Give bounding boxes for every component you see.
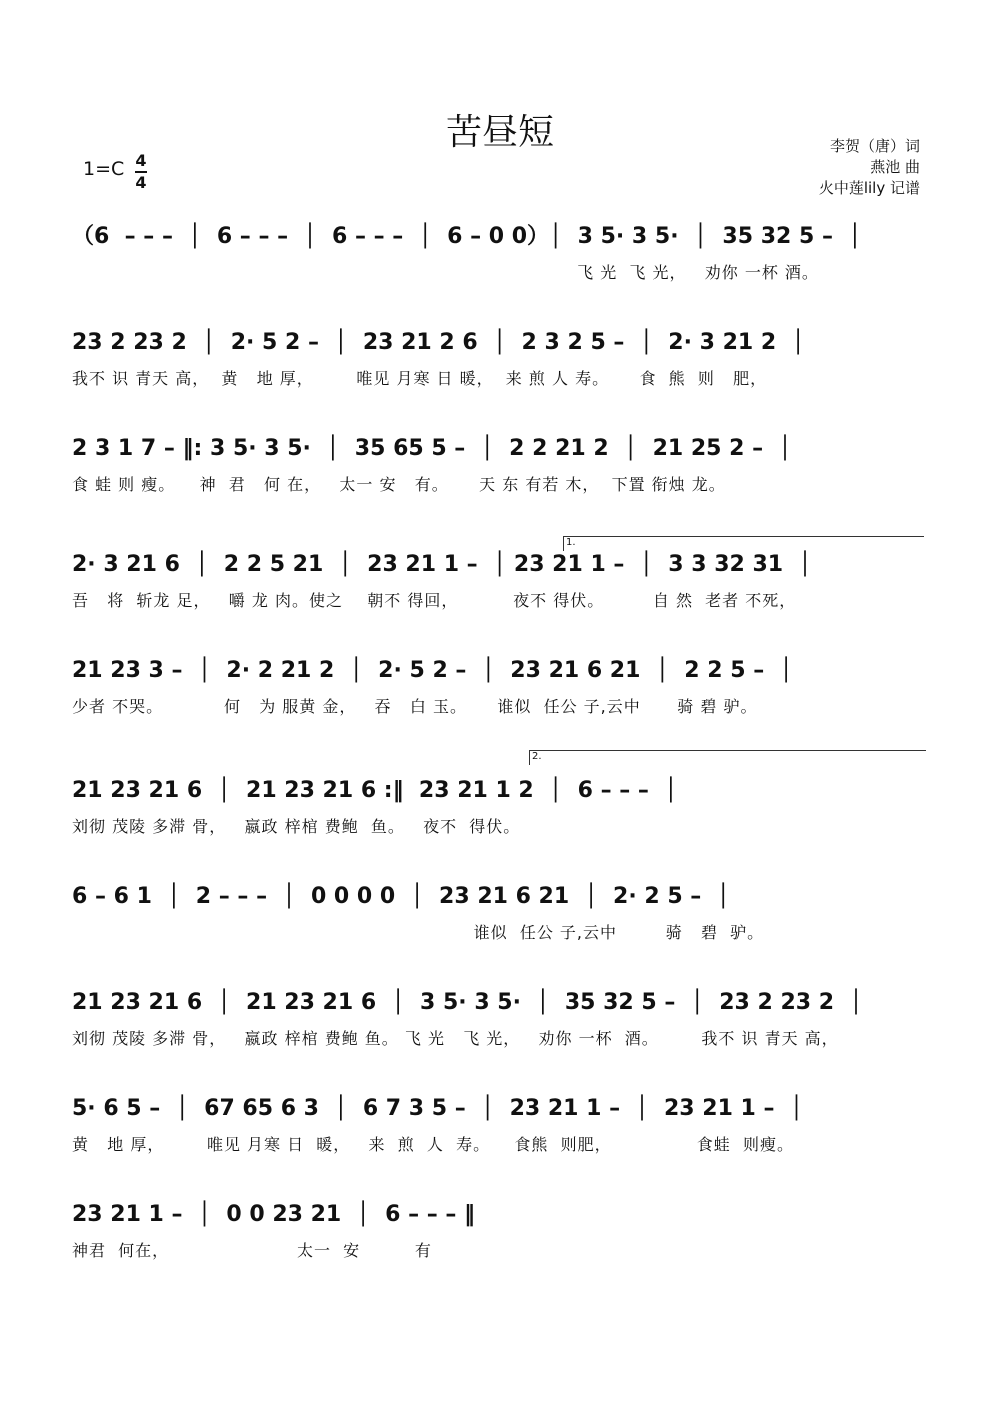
song-title: 苦昼短 <box>445 112 554 153</box>
notation-row: 5· 6 5 – │ 67 65 6 3 │ 6 7 3 5 – │ 23 21 1 – │ 23 21 1 – │ <box>72 1096 804 1121</box>
key-signature: 1=C <box>83 158 125 180</box>
notation-row: 2· 3 21 6 │ 2 2 5 21 │ 23 21 1 – │ 23 21 1 – │ 3 3 32 31 │ <box>72 552 812 577</box>
lyric-row: 黄 地 厚， 唯见 月寒 日 暖， 来 煎 人 寿。 食熊 则肥， 食蛙 则瘦。 <box>72 1135 794 1154</box>
notation-row: 23 21 1 – │ 0 0 23 21 │ 6 – – – ‖ <box>72 1202 476 1227</box>
notation-row: 21 23 21 6 │ 21 23 21 6 :‖ 23 21 1 2 │ 6 – – – │ <box>72 778 678 803</box>
composer: 燕池 曲 <box>870 158 920 176</box>
lyric-row: 飞 光 飞 光， 劝你 一杯 酒。 <box>72 263 819 282</box>
lyricist: 李贺（唐）词 <box>829 137 920 155</box>
notation-row: 23 2 23 2 │ 2· 5 2 – │ 23 21 2 6 │ 2 3 2 5 – │ 2· 3 21 2 │ <box>72 330 805 355</box>
credits <box>819 136 920 199</box>
lyric-row: 刘彻 茂陵 多滞 骨， 嬴政 梓棺 费鲍 鱼。 飞 光 飞 光， 劝你 一杯 酒。 我不 识 青天 高， <box>72 1029 839 1048</box>
time-signature <box>135 152 147 192</box>
lyric-row: 谁似 任公 子,云中 骑 碧 驴。 <box>72 923 765 942</box>
notation-row: 21 23 3 – │ 2· 2 21 2 │ 2· 5 2 – │ 23 21 6 21 │ 2 2 5 – │ <box>72 658 793 683</box>
notation-row: 6 – 6 1 │ 2 – – – │ 0 0 0 0 │ 23 21 6 21 │ 2· 2 5 – │ <box>72 884 730 909</box>
time-numerator: 4 <box>135 151 147 170</box>
lyric-row: 少者 不哭。 何 为 服黄 金， 吞 白 玉。 谁似 任公 子,云中 骑 碧 驴。 <box>72 697 758 716</box>
lyric-row: 食 蛙 则 瘦。 神 君 何 在， 太一 安 有。 天 东 有若 木， 下置 衔烛 龙。 <box>72 475 726 494</box>
lyric-row: 刘彻 茂陵 多滞 骨， 嬴政 梓棺 费鲍 鱼。 夜不 得伏。 <box>72 817 521 836</box>
lyric-row: 我不 识 青天 高， 黄 地 厚， 唯见 月寒 日 暖， 来 煎 人 寿。 食 熊 则 肥， <box>72 369 768 388</box>
volta-2: 2. <box>529 750 926 765</box>
volta-1: 1. <box>563 536 924 551</box>
transcriber: 火中莲lily 记谱 <box>818 179 920 197</box>
lyric-row: 吾 将 斩龙 足， 嚼 龙 肉。使之 朝不 得回， 夜不 得伏。 自 然 老者 不死， <box>72 591 797 610</box>
notation-row: 2 3 1 7 – ‖: 3 5· 3 5· │ 35 65 5 – │ 2 2 21 2 │ 21 25 2 – │ <box>72 436 792 461</box>
notation-row: （6 – – – │ 6 – – – │ 6 – – – │ 6 – 0 0）│ 3 5· 3 5· │ 35 32 5 – │ <box>72 224 862 249</box>
time-denominator: 4 <box>135 172 147 192</box>
lyric-row: 神君 何在， 太一 安 有 <box>72 1241 432 1260</box>
notation-row: 21 23 21 6 │ 21 23 21 6 │ 3 5· 3 5· │ 35 32 5 – │ 23 2 23 2 │ <box>72 990 863 1015</box>
